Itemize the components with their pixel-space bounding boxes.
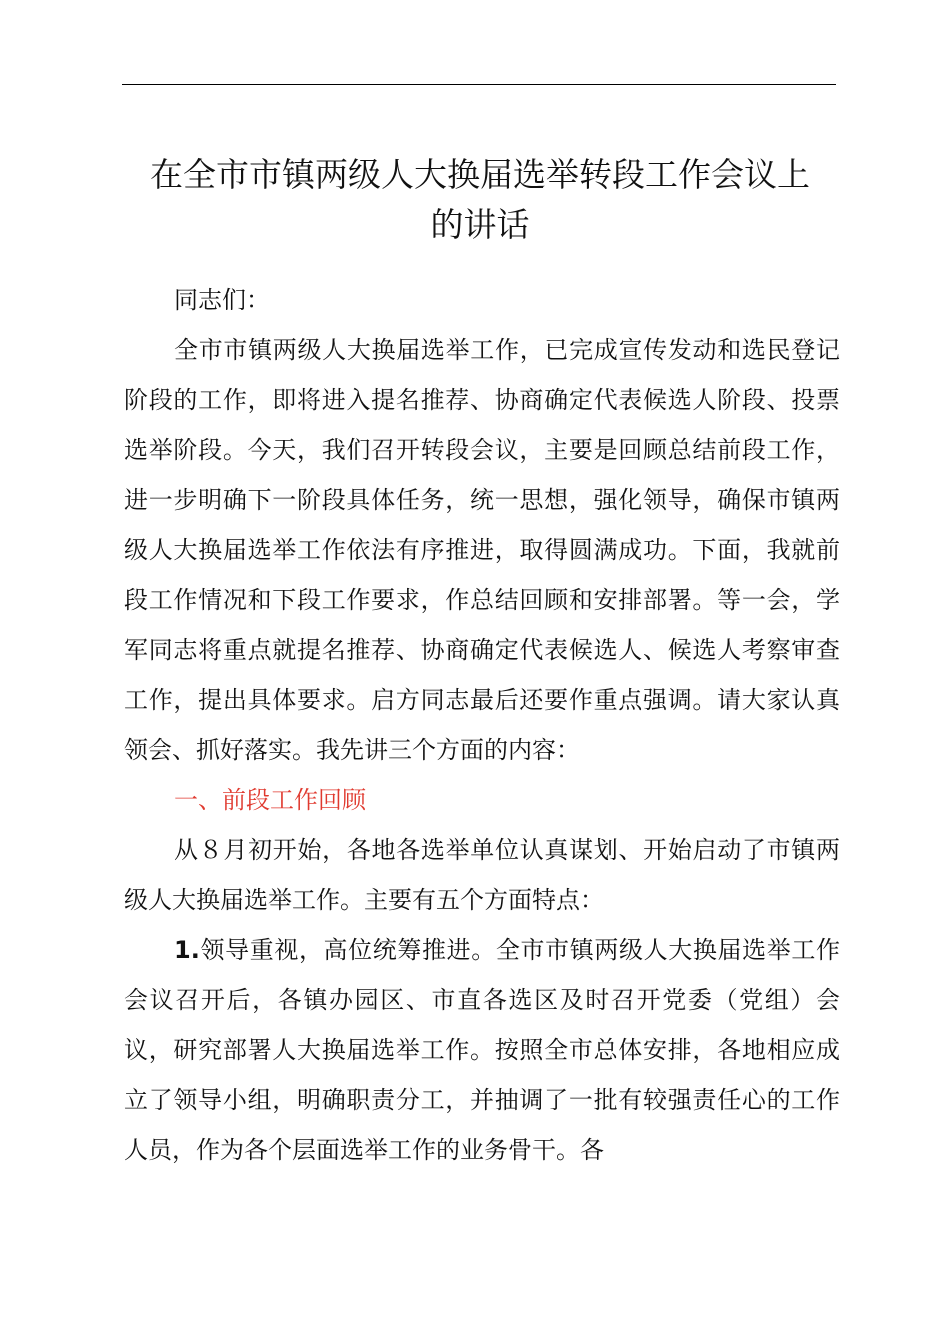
document-body [124, 275, 840, 1175]
list-item-text: 领导重视，高位统筹推进。全市市镇两级人大换届选举工作会议召开后，各镇办园区、市直各选区及时召开党委（党组）会议，研究部署人大换届选举工作。按照全市总体安排，各地相应成立了领导小组，明确职责分工，并抽调了一批有较强责任心的工作人员，作为各个层面选举工作的业务骨干。各 [124, 936, 840, 1164]
document-title-line-2: 的讲话 [430, 205, 530, 244]
paragraph-overview: 从８月初开始，各地各选举单位认真谋划、开始启动了市镇两级人大换届选举工作。主要有五个方面特点： [124, 836, 840, 914]
salutation: 同志们： [174, 286, 270, 314]
header-rule [122, 84, 836, 85]
document-title-line-1: 在全市市镇两级人大换届选举转段工作会议上 [150, 155, 810, 194]
section-heading-1: 一、前段工作回顾 [174, 786, 366, 814]
paragraph-intro: 全市市镇两级人大换届选举工作，已完成宣传发动和选民登记阶段的工作，即将进入提名推荐、协商确定代表候选人阶段、投票选举阶段。今天，我们召开转段会议，主要是回顾总结前段工作，进一步明确下一阶段具体任务，统一思想，强化领导，确保市镇两级人大换届选举工作依法有序推进，取得圆满成功。下面，我就前段工作情况和下段工作要求，作总结回顾和安排部署。等一会，学军同志将重点就提名推荐、协商确定代表候选人、候选人考察审查工作，提出具体要求。启方同志最后还要作重点强调。请大家认真领会、抓好落实。我先讲三个方面的内容： [124, 336, 840, 764]
list-item-number: 1. [174, 936, 200, 964]
document-title [100, 150, 860, 250]
list-item-1 [124, 925, 840, 1175]
